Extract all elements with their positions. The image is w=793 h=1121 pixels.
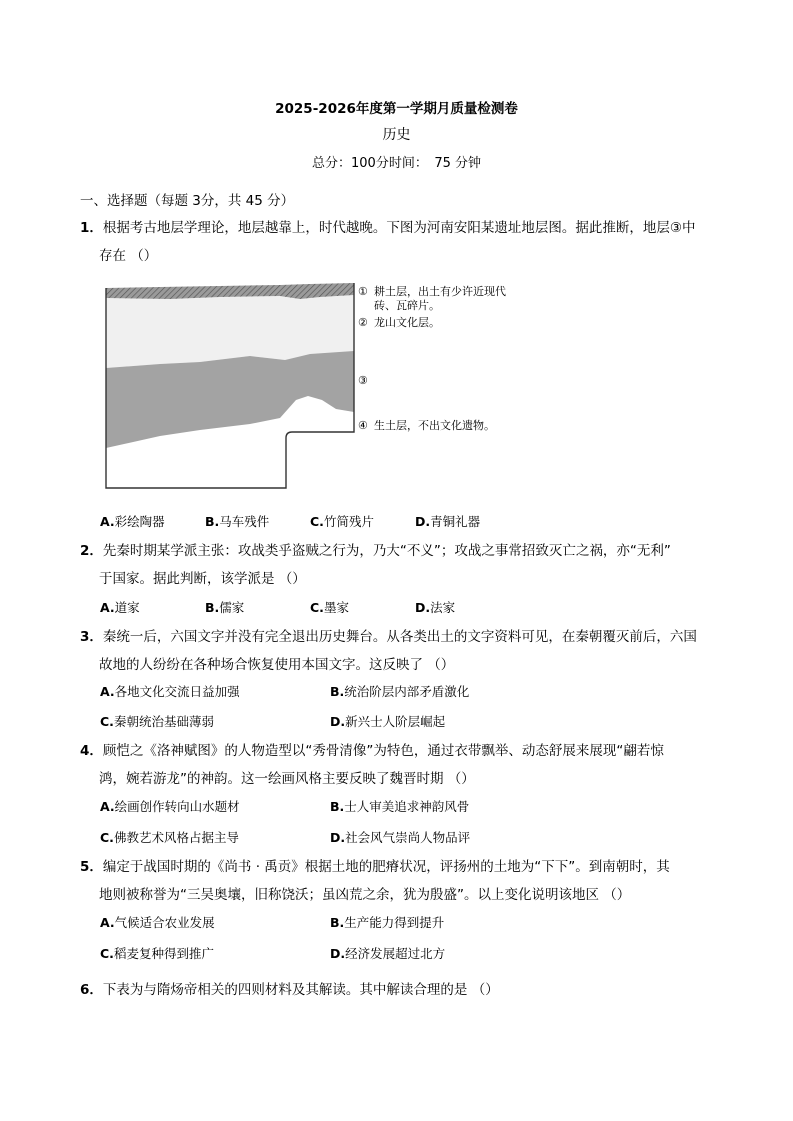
option-a[interactable]: A.气候适合农业发展 (100, 915, 215, 930)
question-number: 4． (80, 743, 103, 759)
option-c[interactable]: C.秦朝统治基础薄弱 (100, 714, 214, 729)
stratigraphy-figure (100, 278, 530, 493)
question-number: 3． (80, 629, 103, 645)
subject-title: 历史 (382, 127, 411, 143)
layer-1-topsoil (106, 283, 354, 299)
question-text: 编定于战国时期的《尚书 · 禹贡》根据土地的肥瘠状况，评扬州的土地为“下下”。到南朝时，其 (102, 859, 670, 875)
score-time-line: 总分：100分时间： 75 分钟 (312, 156, 481, 171)
question-number: 5． (80, 859, 103, 875)
question-text: 顾恺之《洛神赋图》的人物造型以“秀骨清像”为特色，通过衣带飘举、动态舒展来展现“翩若惊 (102, 743, 664, 759)
question-2-stem (80, 539, 671, 559)
legend-marker-1: ① (358, 285, 368, 298)
legend-marker-4: ④ (358, 419, 368, 432)
question-number: 6． (80, 982, 103, 998)
question-4-stem (80, 739, 664, 759)
question-6-stem (80, 978, 499, 998)
exam-title: 2025-2026年度第一学期月质量检测卷 (275, 101, 518, 117)
legend-marker-3: ③ (358, 374, 368, 387)
section-heading: 一、选择题（每题 3分，共 45 分） (80, 193, 295, 209)
option-a[interactable]: A.彩绘陶器 (100, 514, 165, 529)
option-c[interactable]: C.竹简残片 (310, 514, 374, 529)
question-3-stem (80, 625, 697, 645)
option-c[interactable]: C.佛教艺术风格占据主导 (100, 830, 239, 845)
option-d[interactable]: D.经济发展超过北方 (330, 946, 446, 961)
question-4-stem-cont: 鸿，婉若游龙”的神韵。这一绘画风格主要反映了魏晋时期 （） (99, 771, 475, 787)
option-b[interactable]: B.儒家 (205, 600, 245, 615)
question-1-stem (80, 216, 696, 236)
question-3-stem-cont: 故地的人纷纷在各种场合恢复使用本国文字。这反映了 （） (99, 657, 455, 673)
option-a[interactable]: A.道家 (100, 600, 140, 615)
legend-text-2: 龙山文化层。 (374, 316, 440, 329)
question-1-stem-cont: 存在 （） (99, 248, 158, 264)
question-text: 下表为与隋炀帝相关的四则材料及其解读。其中解读合理的是 （） (102, 982, 499, 998)
option-d[interactable]: D.新兴士人阶层崛起 (330, 714, 446, 729)
legend-text-1b: 砖、瓦碎片。 (374, 299, 440, 312)
option-c[interactable]: C.稻麦复种得到推广 (100, 946, 214, 961)
option-a[interactable]: A.各地文化交流日益加强 (100, 684, 240, 699)
option-d[interactable]: D.青铜礼器 (415, 514, 481, 529)
legend-marker-2: ② (358, 316, 368, 329)
legend-text-4: 生土层，不出文化遗物。 (374, 419, 495, 432)
option-a[interactable]: A.绘画创作转向山水题材 (100, 799, 240, 814)
option-b[interactable]: B.生产能力得到提升 (330, 915, 445, 930)
question-5-stem (80, 855, 670, 875)
question-number: 1． (80, 220, 103, 236)
question-number: 2． (80, 543, 103, 559)
question-2-stem-cont: 于国家。据此判断，该学派是 （） (99, 571, 306, 587)
option-d[interactable]: D.法家 (415, 600, 456, 615)
question-text: 根据考古地层学理论，地层越靠上，时代越晚。下图为河南安阳某遗址地层图。据此推断，地层③中 (102, 220, 696, 236)
question-5-stem-cont: 地则被称誉为“三吴奥壤，旧称饶沃；虽凶荒之余，犹为殷盛”。以上变化说明该地区 （） (99, 887, 631, 903)
question-text: 秦统一后，六国文字并没有完全退出历史舞台。从各类出土的文字资料可见，在秦朝覆灭前后，六国 (102, 629, 697, 645)
legend-text-1: 耕土层，出土有少许近现代 (374, 285, 506, 298)
option-b[interactable]: B.士人审美追求神韵风骨 (330, 799, 470, 814)
layer-3 (106, 351, 354, 448)
option-b[interactable]: B.马车残件 (205, 514, 270, 529)
question-text: 先秦时期某学派主张：攻战类乎盗贼之行为，乃大“不义”；攻战之事常招致灭亡之祸，亦“无利” (102, 543, 671, 559)
option-d[interactable]: D.社会风气崇尚人物品评 (330, 830, 471, 845)
option-c[interactable]: C.墨家 (310, 600, 349, 615)
option-b[interactable]: B.统治阶层内部矛盾激化 (330, 684, 470, 699)
